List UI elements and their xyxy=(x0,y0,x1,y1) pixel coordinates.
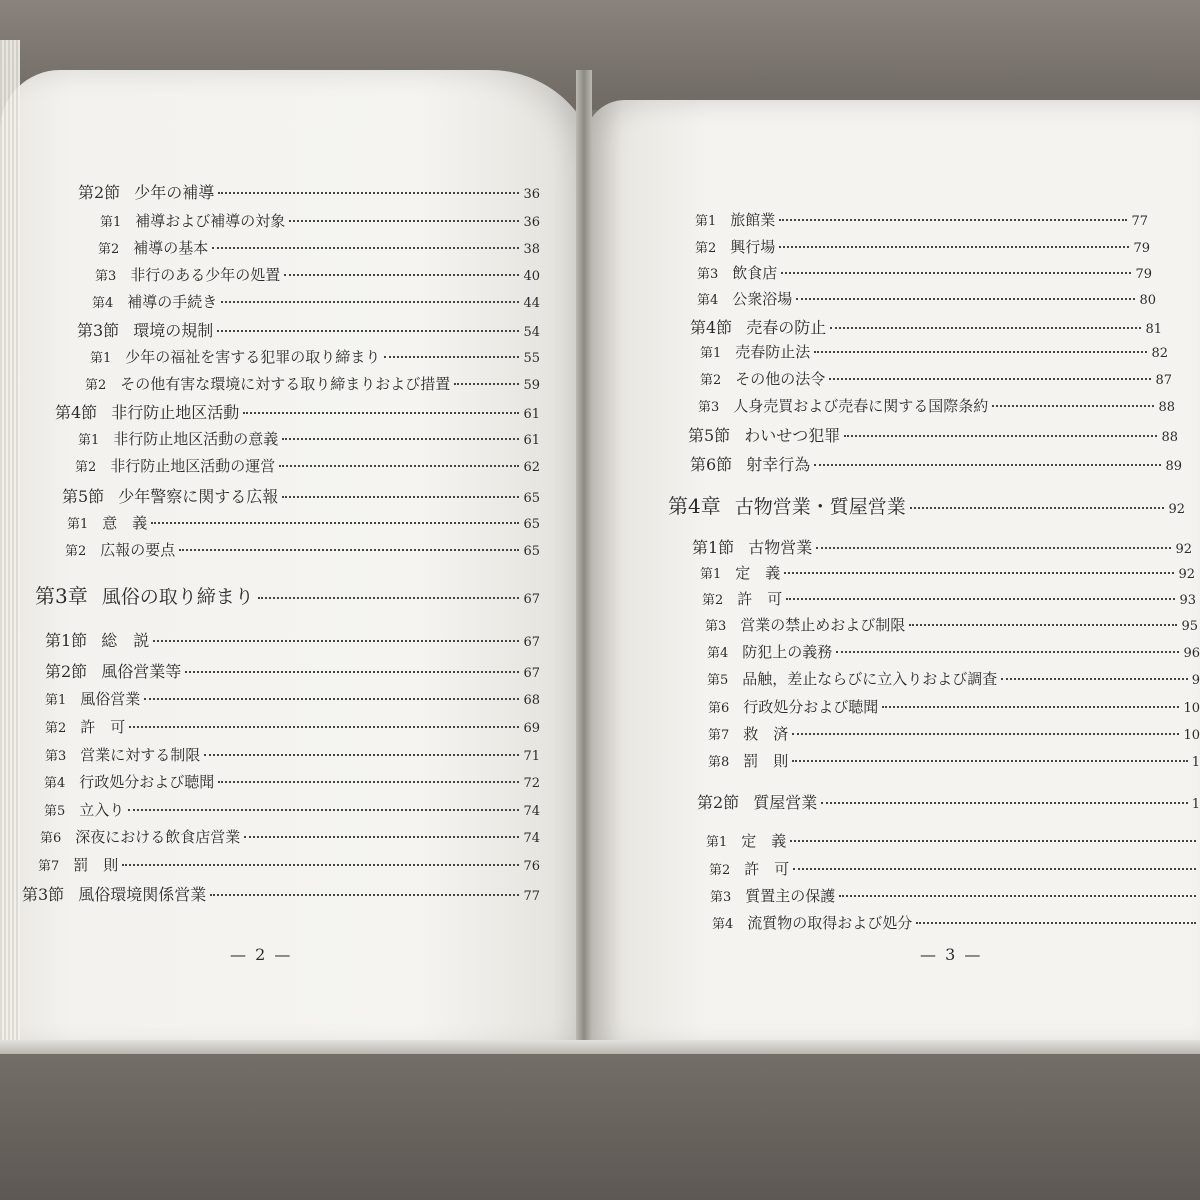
toc-entry-number: 第1 xyxy=(67,517,89,532)
dot-leader xyxy=(792,733,1179,735)
dot-leader xyxy=(816,547,1171,549)
desk-background-bottom xyxy=(0,1040,1200,1200)
left-toc-item-row xyxy=(45,688,540,709)
dot-leader xyxy=(793,868,1196,870)
toc-entry-title: 風俗環境関係営業 xyxy=(78,885,207,904)
dot-leader xyxy=(814,351,1147,353)
left-toc-sec-row xyxy=(62,484,540,507)
toc-entry-number: 第1節 xyxy=(692,538,735,557)
toc-entry-number: 第4 xyxy=(697,293,719,308)
toc-entry-title: 人身売買および売春に関する国際条約 xyxy=(733,397,989,415)
dot-leader xyxy=(212,247,519,249)
toc-entry-page: 10 xyxy=(1183,701,1200,716)
toc-entry-title: 少年の福祉を害する犯罪の取り締まり xyxy=(125,348,381,366)
toc-entry-title: 立入り xyxy=(79,801,125,819)
left-toc-sec-row xyxy=(45,628,540,651)
right-toc-item-row xyxy=(710,885,1200,906)
dot-leader xyxy=(779,219,1127,221)
toc-entry-title: 少年の補導 xyxy=(134,183,215,202)
dot-leader xyxy=(830,327,1141,329)
toc-entry-title: 質屋営業 xyxy=(753,793,818,812)
left-toc-item-row xyxy=(75,455,540,476)
right-toc-item-row xyxy=(700,341,1168,362)
dot-leader xyxy=(185,671,519,673)
toc-entry-number: 第1 xyxy=(100,215,122,230)
right-toc-item-row xyxy=(700,368,1172,389)
toc-entry-number: 第5節 xyxy=(62,487,105,506)
toc-entry-title: 営業に対する制限 xyxy=(80,746,201,764)
right-toc-item-row xyxy=(697,262,1152,283)
toc-entry-page: 88 xyxy=(1158,400,1175,415)
toc-entry-number: 第2 xyxy=(695,241,717,256)
toc-entry-page: 68 xyxy=(523,693,540,708)
dot-leader xyxy=(144,698,519,700)
toc-entry-number: 第5 xyxy=(707,673,729,688)
toc-entry-number: 第1 xyxy=(45,693,67,708)
toc-entry-page: 1 xyxy=(1191,755,1200,770)
book-spine xyxy=(576,70,592,1050)
left-toc-item-row xyxy=(90,346,540,367)
right-toc-item-row xyxy=(695,236,1150,257)
toc-entry-page: 36 xyxy=(523,215,540,230)
right-toc-sec-row xyxy=(692,535,1192,558)
left-toc-item-row xyxy=(78,428,540,449)
left-toc-item-row xyxy=(92,291,540,312)
toc-entry-page: 40 xyxy=(523,269,540,284)
toc-entry-title: わいせつ犯罪 xyxy=(744,426,841,445)
left-toc-item-row xyxy=(44,771,540,792)
toc-entry-title: 非行防止地区活動 xyxy=(111,403,240,422)
dot-leader xyxy=(792,760,1187,762)
toc-entry-number: 第3節 xyxy=(22,885,65,904)
toc-entry-title: 広報の要点 xyxy=(100,541,176,559)
toc-entry-number: 第3 xyxy=(698,400,720,415)
toc-entry-page: 36 xyxy=(523,187,540,202)
toc-entry-number: 第3 xyxy=(95,269,117,284)
toc-entry-number: 第2 xyxy=(65,544,87,559)
left-toc-item-row xyxy=(100,210,540,231)
dot-leader xyxy=(882,706,1179,708)
toc-entry-page: 80 xyxy=(1139,293,1156,308)
toc-entry-number: 第4 xyxy=(707,646,729,661)
toc-entry-title: 定 義 xyxy=(735,564,781,582)
toc-entry-number: 第8 xyxy=(708,755,730,770)
toc-entry-number: 第4 xyxy=(44,776,66,791)
dot-leader xyxy=(836,651,1179,653)
toc-entry-number: 第1 xyxy=(78,433,100,448)
toc-entry-page: 67 xyxy=(523,666,540,681)
toc-entry-title: 罰 則 xyxy=(73,856,119,874)
left-toc-item-row xyxy=(45,744,540,765)
toc-entry-page: 74 xyxy=(523,804,540,819)
toc-entry-page: 95 xyxy=(1181,619,1198,634)
left-toc-sec-row xyxy=(22,882,540,905)
dot-leader xyxy=(179,549,519,551)
right-toc-item-row xyxy=(708,750,1200,771)
toc-entry-number: 第1 xyxy=(90,351,112,366)
dot-leader xyxy=(786,598,1175,600)
right-toc-item-row xyxy=(706,830,1200,851)
toc-entry-number: 第2 xyxy=(709,863,731,878)
toc-entry-title: 品触，差止ならびに立入りおよび調査 xyxy=(742,670,998,688)
toc-entry-title: 公衆浴場 xyxy=(732,290,793,308)
dot-leader xyxy=(790,840,1196,842)
toc-entry-number: 第4節 xyxy=(55,403,98,422)
toc-entry-title: 流質物の取得および処分 xyxy=(747,914,913,932)
dot-leader xyxy=(992,405,1154,407)
dot-leader xyxy=(909,624,1177,626)
right-toc-item-row xyxy=(697,288,1156,309)
toc-entry-number: 第4 xyxy=(92,296,114,311)
toc-entry-title: 深夜における飲食店営業 xyxy=(75,828,241,846)
toc-entry-page: 44 xyxy=(523,296,540,311)
toc-entry-page: 89 xyxy=(1165,459,1182,474)
toc-entry-title: 射幸行為 xyxy=(746,455,811,474)
toc-entry-title: 非行防止地区活動の意義 xyxy=(113,430,279,448)
toc-entry-title: 環境の規制 xyxy=(133,321,214,340)
toc-entry-title: 飲食店 xyxy=(732,264,778,282)
dot-leader xyxy=(151,522,519,524)
toc-entry-title: 許 可 xyxy=(80,718,126,736)
toc-entry-page: 10 xyxy=(1183,728,1200,743)
toc-entry-title: 総 説 xyxy=(101,631,150,650)
toc-entry-page: 93 xyxy=(1179,593,1196,608)
toc-entry-title: 救 済 xyxy=(743,725,789,743)
dot-leader xyxy=(129,726,519,728)
left-toc-item-row xyxy=(67,512,540,533)
dot-leader xyxy=(217,330,519,332)
toc-entry-page: 59 xyxy=(523,378,540,393)
toc-entry-number: 第3 xyxy=(697,267,719,282)
toc-entry-number: 第3 xyxy=(705,619,727,634)
dot-leader xyxy=(284,274,519,276)
dot-leader xyxy=(243,412,519,414)
toc-entry-number: 第2節 xyxy=(45,662,88,681)
toc-entry-title: 許 可 xyxy=(744,860,790,878)
right-toc-item-row xyxy=(702,588,1196,609)
dot-leader xyxy=(916,922,1196,924)
toc-entry-number: 第1 xyxy=(700,346,722,361)
toc-entry-page: 55 xyxy=(523,351,540,366)
left-toc-sec-row xyxy=(45,659,540,682)
toc-entry-page: 77 xyxy=(523,889,540,904)
toc-entry-title: 風俗の取り締まり xyxy=(101,586,254,608)
toc-entry-page: 62 xyxy=(523,460,540,475)
dot-leader xyxy=(844,435,1157,437)
toc-entry-page: 38 xyxy=(523,242,540,257)
toc-entry-title: 風俗営業 xyxy=(80,690,141,708)
toc-entry-number: 第3 xyxy=(710,890,732,905)
right-toc-sec-row xyxy=(697,790,1200,813)
dot-leader xyxy=(829,378,1151,380)
toc-entry-title: 旅館業 xyxy=(730,211,776,229)
right-toc-item-row xyxy=(708,696,1200,717)
right-toc-sec-row xyxy=(690,315,1162,338)
toc-entry-page: 79 xyxy=(1135,267,1152,282)
dot-leader xyxy=(279,465,519,467)
toc-entry-number: 第6節 xyxy=(690,455,733,474)
left-toc-item-row xyxy=(45,716,540,737)
toc-entry-title: 許 可 xyxy=(737,590,783,608)
right-toc-sec-row xyxy=(688,423,1178,446)
dot-leader xyxy=(258,597,520,599)
toc-entry-page: 76 xyxy=(523,859,540,874)
toc-entry-number: 第2 xyxy=(702,593,724,608)
right-toc-item-row xyxy=(707,641,1200,662)
dot-leader xyxy=(204,754,519,756)
toc-entry-page: 82 xyxy=(1151,346,1168,361)
book-bottom-edge xyxy=(0,1040,1200,1054)
toc-entry-number: 第2 xyxy=(98,242,120,257)
left-toc-chap-row xyxy=(35,580,540,609)
toc-entry-title: 興行場 xyxy=(730,238,776,256)
toc-entry-title: その他有害な環境に対する取り締まりおよび措置 xyxy=(120,375,451,393)
toc-entry-number: 第2 xyxy=(700,373,722,388)
toc-entry-page: 92 xyxy=(1175,542,1192,557)
toc-entry-number: 第1 xyxy=(706,835,728,850)
toc-entry-title: 風俗営業等 xyxy=(101,662,182,681)
dot-leader xyxy=(839,895,1196,897)
toc-entry-number: 第3節 xyxy=(77,321,120,340)
toc-entry-page: 92 xyxy=(1168,502,1185,517)
dot-leader xyxy=(796,298,1135,300)
toc-entry-page: 1 xyxy=(1191,797,1200,812)
toc-entry-number: 第4 xyxy=(712,917,734,932)
right-page-number: — 3 — xyxy=(920,945,983,964)
dot-leader xyxy=(781,272,1131,274)
toc-entry-number: 第6 xyxy=(708,701,730,716)
dot-leader xyxy=(910,507,1165,509)
toc-entry-page: 61 xyxy=(523,433,540,448)
toc-entry-title: 行政処分および聴聞 xyxy=(743,698,879,716)
toc-entry-title: 少年警察に関する広報 xyxy=(118,487,279,506)
toc-entry-page: 87 xyxy=(1155,373,1172,388)
toc-entry-title: 売春の防止 xyxy=(746,318,827,337)
toc-entry-number: 第1節 xyxy=(45,631,88,650)
toc-entry-number: 第1 xyxy=(700,567,722,582)
toc-entry-title: 非行防止地区活動の運営 xyxy=(110,457,276,475)
dot-leader xyxy=(244,836,519,838)
toc-entry-number: 第7 xyxy=(708,728,730,743)
right-toc-item-row xyxy=(709,858,1200,879)
toc-entry-page: 74 xyxy=(523,831,540,846)
dot-leader xyxy=(210,894,519,896)
left-page-number: — 2 — xyxy=(230,945,293,964)
dot-leader xyxy=(218,192,519,194)
toc-entry-page: 67 xyxy=(523,635,540,650)
toc-entry-number: 第2 xyxy=(45,721,67,736)
toc-entry-page: 77 xyxy=(1131,214,1148,229)
dot-leader xyxy=(282,496,519,498)
toc-entry-number: 第7 xyxy=(38,859,60,874)
toc-entry-title: 罰 則 xyxy=(743,752,789,770)
toc-entry-page: 69 xyxy=(523,721,540,736)
right-toc-item-row xyxy=(698,395,1175,416)
dot-leader xyxy=(221,301,519,303)
toc-entry-number: 第2節 xyxy=(78,183,121,202)
dot-leader xyxy=(289,220,519,222)
dot-leader xyxy=(128,809,519,811)
left-toc-item-row xyxy=(38,854,540,875)
toc-entry-number: 第3 xyxy=(45,749,67,764)
left-toc-item-row xyxy=(40,826,540,847)
toc-entry-title: 意 義 xyxy=(102,514,148,532)
toc-entry-number: 第1 xyxy=(695,214,717,229)
right-toc-item-row xyxy=(705,614,1198,635)
toc-entry-page: 92 xyxy=(1178,567,1195,582)
toc-entry-title: 売春防止法 xyxy=(735,343,811,361)
toc-entry-number: 第5節 xyxy=(688,426,731,445)
right-toc-item-row xyxy=(707,668,1200,689)
toc-entry-title: 質置主の保護 xyxy=(745,887,836,905)
toc-entry-number: 第2節 xyxy=(697,793,740,812)
toc-entry-title: 補導の手続き xyxy=(127,293,218,311)
toc-entry-title: 古物営業 xyxy=(748,538,813,557)
toc-entry-title: 営業の禁止めおよび制限 xyxy=(740,616,906,634)
dot-leader xyxy=(153,640,519,642)
toc-entry-title: 補導の基本 xyxy=(133,239,209,257)
toc-entry-page: 96 xyxy=(1183,646,1200,661)
toc-entry-page: 9 xyxy=(1191,673,1200,688)
left-toc-sec-row xyxy=(55,400,540,423)
toc-entry-number: 第2 xyxy=(75,460,97,475)
dot-leader xyxy=(218,781,519,783)
dot-leader xyxy=(1001,678,1187,680)
dot-leader xyxy=(814,464,1161,466)
dot-leader xyxy=(384,356,519,358)
dot-leader xyxy=(821,802,1188,804)
page-stack-edge xyxy=(0,40,20,1050)
toc-entry-number: 第2 xyxy=(85,378,107,393)
toc-entry-page: 54 xyxy=(523,325,540,340)
dot-leader xyxy=(122,864,519,866)
toc-entry-page: 65 xyxy=(523,544,540,559)
left-toc-item-row xyxy=(65,539,540,560)
toc-entry-number: 第4章 xyxy=(668,494,721,518)
toc-entry-title: 定 義 xyxy=(741,832,787,850)
toc-entry-page: 79 xyxy=(1133,241,1150,256)
toc-entry-page: 61 xyxy=(523,407,540,422)
dot-leader xyxy=(779,246,1129,248)
left-toc-item-row xyxy=(44,799,540,820)
left-toc-item-row xyxy=(85,373,540,394)
toc-entry-title: 古物営業・質屋営業 xyxy=(734,496,906,518)
right-toc-item-row xyxy=(695,209,1148,230)
toc-entry-page: 72 xyxy=(523,776,540,791)
toc-entry-title: その他の法令 xyxy=(735,370,826,388)
toc-entry-title: 行政処分および聴聞 xyxy=(79,773,215,791)
toc-entry-title: 補導および補導の対象 xyxy=(135,212,286,230)
dot-leader xyxy=(282,438,519,440)
toc-entry-number: 第4節 xyxy=(690,318,733,337)
toc-entry-title: 非行のある少年の処置 xyxy=(130,266,281,284)
toc-entry-page: 81 xyxy=(1145,322,1162,337)
right-toc-chap-row xyxy=(668,490,1185,519)
right-toc-item-row xyxy=(708,723,1200,744)
left-toc-sec-row xyxy=(77,318,540,341)
toc-entry-title: 防犯上の義務 xyxy=(742,643,833,661)
toc-entry-number: 第5 xyxy=(44,804,66,819)
left-toc-item-row xyxy=(98,237,540,258)
toc-entry-page: 65 xyxy=(523,491,540,506)
toc-entry-number: 第3章 xyxy=(35,584,88,608)
right-toc-item-row xyxy=(700,562,1195,583)
toc-entry-page: 71 xyxy=(523,749,540,764)
left-toc-sec-row xyxy=(78,180,540,203)
toc-entry-page: 65 xyxy=(523,517,540,532)
left-toc-item-row xyxy=(95,264,540,285)
dot-leader xyxy=(454,383,519,385)
dot-leader xyxy=(784,572,1174,574)
right-toc-item-row xyxy=(712,912,1200,933)
toc-entry-number: 第6 xyxy=(40,831,62,846)
toc-entry-page: 67 xyxy=(523,592,540,607)
right-toc-sec-row xyxy=(690,452,1182,475)
toc-entry-page: 88 xyxy=(1161,430,1178,445)
